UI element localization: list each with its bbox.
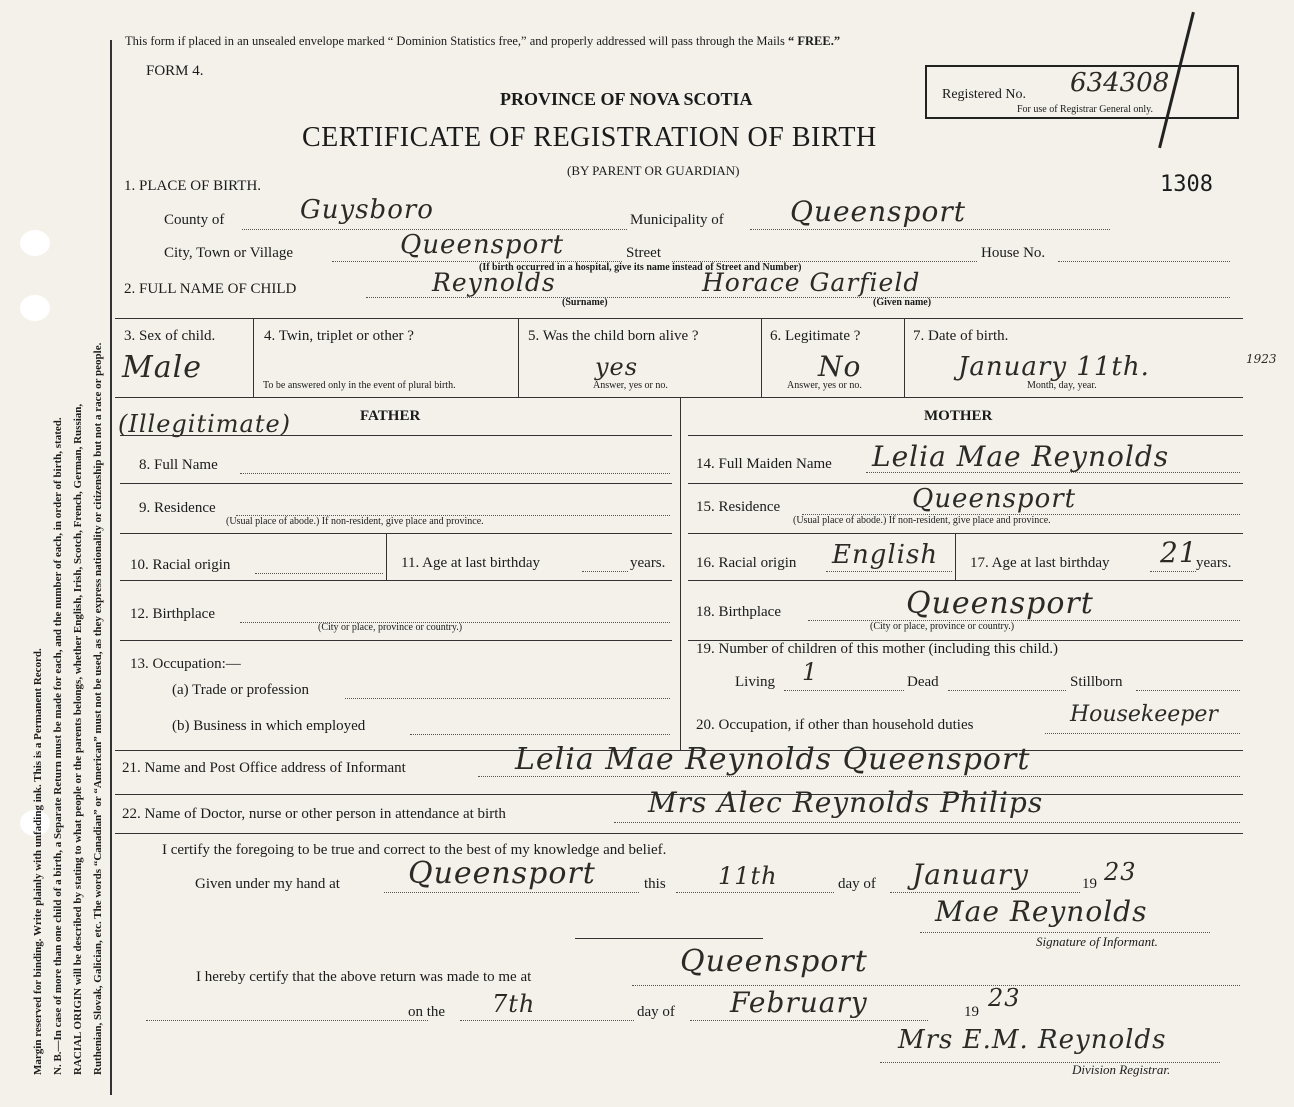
certify-statement: I certify the foregoing to be true and correct to the best of my knowledge and belief. xyxy=(162,842,667,858)
margin-note-binding: Margin reserved for binding. Write plainly with unfading ink. This is a Permanent Record. xyxy=(32,648,44,1075)
dob-year: 1923 xyxy=(1246,352,1277,366)
mother-years: years. xyxy=(1196,555,1232,571)
given-month-value: January xyxy=(912,858,1029,891)
informant-value: Lelia Mae Reynolds Queensport xyxy=(515,742,1031,777)
certificate-title: CERTIFICATE OF REGISTRATION OF BIRTH xyxy=(302,122,877,153)
father-birthplace-note: (City or place, province or country.) xyxy=(318,622,463,633)
given-year-prefix: 19 xyxy=(1082,876,1097,892)
mother-age-label: 17. Age at last birthday xyxy=(970,555,1110,571)
given-year-value: 23 xyxy=(1104,858,1137,886)
mother-residence-note: (Usual place of abode.) If non-resident, give place and province. xyxy=(793,515,1051,526)
alive-note: Answer, yes or no. xyxy=(593,380,668,391)
registrar-place-value: Queensport xyxy=(680,944,868,979)
legitimate-value: No xyxy=(818,350,862,383)
mother-name-value: Lelia Mae Reynolds xyxy=(872,440,1170,473)
municipality-label: Municipality of xyxy=(630,212,724,228)
father-race-label: 10. Racial origin xyxy=(130,557,231,573)
child-surname: Reynolds xyxy=(432,268,556,297)
street-label: Street xyxy=(626,245,661,261)
mother-race-label: 16. Racial origin xyxy=(696,555,797,571)
father-heading: FATHER xyxy=(360,408,421,424)
living-value: 1 xyxy=(802,658,819,686)
informant-signature: Mae Reynolds xyxy=(935,895,1148,928)
mother-birthplace-value: Queensport xyxy=(906,586,1094,621)
mother-residence-label: 15. Residence xyxy=(696,499,781,515)
alive-value: yes xyxy=(595,353,639,381)
stillborn-label: Stillborn xyxy=(1070,674,1123,690)
margin-note-racial-cont: Ruthenian, Slovak, Galician, etc. The words “Canadian” or “American” must not be used, as they express nationality or citizenship but not a race or people. xyxy=(92,342,104,1075)
registrar-day-value: 7th xyxy=(492,990,536,1018)
registered-box xyxy=(925,65,1239,119)
registered-note: For use of Registrar General only. xyxy=(1017,104,1153,115)
house-label: House No. xyxy=(981,245,1046,261)
province-heading: PROVINCE OF NOVA SCOTIA xyxy=(500,89,753,109)
this-label: this xyxy=(644,876,666,892)
given-place-value: Queensport xyxy=(408,856,596,891)
dob-label: 7. Date of birth. xyxy=(913,328,1009,344)
legitimate-note: Answer, yes or no. xyxy=(787,380,862,391)
father-birthplace-label: 12. Birthplace xyxy=(130,606,215,622)
given-note: (Given name) xyxy=(873,297,932,308)
mother-age-value: 21 xyxy=(1160,536,1198,569)
city-label: City, Town or Village xyxy=(164,245,294,261)
mother-occupation-label: 20. Occupation, if other than household duties xyxy=(696,717,974,733)
twin-label: 4. Twin, triplet or other ? xyxy=(264,328,414,344)
margin-note-nb: N. B.—In case of more than one child of a birth, a Separate Return must be made for each, and the number of each, in order of birth, stated. xyxy=(52,417,64,1075)
mother-name-label: 14. Full Maiden Name xyxy=(696,456,832,472)
municipality-value: Queensport xyxy=(790,195,966,228)
registrar-signature: Mrs E.M. Reynolds xyxy=(898,1025,1167,1055)
margin-border xyxy=(110,40,112,1095)
father-years: years. xyxy=(630,555,666,571)
twin-note: To be answered only in the event of plural birth. xyxy=(263,380,456,391)
father-occupation-label: 13. Occupation:— xyxy=(130,656,241,672)
sex-value: Male xyxy=(122,350,202,385)
father-residence-note: (Usual place of abode.) If non-resident, give place and province. xyxy=(226,516,484,527)
mother-birthplace-label: 18. Birthplace xyxy=(696,604,781,620)
registered-number: 634308 xyxy=(1070,68,1170,98)
registrar-on-label: on the xyxy=(408,1004,446,1020)
mother-race-value: English xyxy=(832,540,939,570)
registrar-year-value: 23 xyxy=(988,984,1021,1012)
given-day-of-label: day of xyxy=(838,876,876,892)
mother-birthplace-note: (City or place, province or country.) xyxy=(870,621,1015,632)
hospital-note: (If birth occurred in a hospital, give its name instead of Street and Number) xyxy=(479,262,802,273)
legitimate-label: 6. Legitimate ? xyxy=(770,328,861,344)
mother-residence-value: Queensport xyxy=(912,484,1077,514)
dob-value: January 11th. xyxy=(958,352,1150,382)
surname-note: (Surname) xyxy=(562,297,608,308)
father-business-label: (b) Business in which employed xyxy=(172,718,366,734)
county-value: Guysboro xyxy=(300,195,434,225)
registered-label: Registered No. xyxy=(942,87,1026,102)
mother-occupation-value: Housekeeper xyxy=(1070,702,1218,727)
living-label: Living xyxy=(735,674,775,690)
sex-label: 3. Sex of child. xyxy=(124,328,216,344)
alive-label: 5. Was the child born alive ? xyxy=(528,328,699,344)
doctor-label: 22. Name of Doctor, nurse or other person in attendance at birth xyxy=(122,806,506,822)
form-number: FORM 4. xyxy=(146,63,204,79)
binding-hole xyxy=(20,295,50,321)
division-registrar-label: Division Registrar. xyxy=(1072,1062,1171,1077)
margin-note-racial: RACIAL ORIGIN will be described by stating to what people or the parents belongs, whether English, Irish, Scotch, French, German, Russian, xyxy=(72,403,84,1075)
mail-notice: This form if placed in an unsealed envelope marked “ Dominion Statistics free,” and properly addressed will pass through the Mails “ FREE.” xyxy=(125,34,841,48)
doctor-value: Mrs Alec Reynolds Philips xyxy=(648,786,1044,819)
illegitimate-note: (Illegitimate) xyxy=(118,410,292,438)
registrar-month-value: February xyxy=(730,986,868,1019)
mother-heading: MOTHER xyxy=(924,408,993,424)
registrar-statement: I hereby certify that the above return was made to me at xyxy=(196,969,532,985)
child-given-name: Horace Garfield xyxy=(702,268,921,297)
informant-signature-label: Signature of Informant. xyxy=(1036,934,1158,949)
child-name-label: 2. FULL NAME OF CHILD xyxy=(124,281,297,297)
dead-label: Dead xyxy=(907,674,939,690)
father-age-label: 11. Age at last birthday xyxy=(401,555,540,571)
registrar-year-prefix: 19 xyxy=(964,1004,979,1020)
mother-children-label: 19. Number of children of this mother (including this child.) xyxy=(696,641,1059,657)
county-label: County of xyxy=(164,212,225,228)
father-residence-label: 9. Residence xyxy=(139,500,216,516)
dob-note: Month, day, year. xyxy=(1027,380,1097,391)
binding-hole xyxy=(20,230,50,256)
registrar-day-of-label: day of xyxy=(637,1004,675,1020)
father-trade-label: (a) Trade or profession xyxy=(172,682,310,698)
stamp-number: 1308 xyxy=(1160,172,1213,197)
certificate-subtitle: (BY PARENT OR GUARDIAN) xyxy=(567,163,740,178)
given-day-value: 11th xyxy=(718,862,778,890)
city-value: Queensport xyxy=(400,230,565,260)
place-of-birth-heading: 1. PLACE OF BIRTH. xyxy=(124,178,262,194)
father-name-label: 8. Full Name xyxy=(139,457,218,473)
informant-label: 21. Name and Post Office address of Informant xyxy=(122,760,406,776)
given-under-label: Given under my hand at xyxy=(195,876,340,892)
